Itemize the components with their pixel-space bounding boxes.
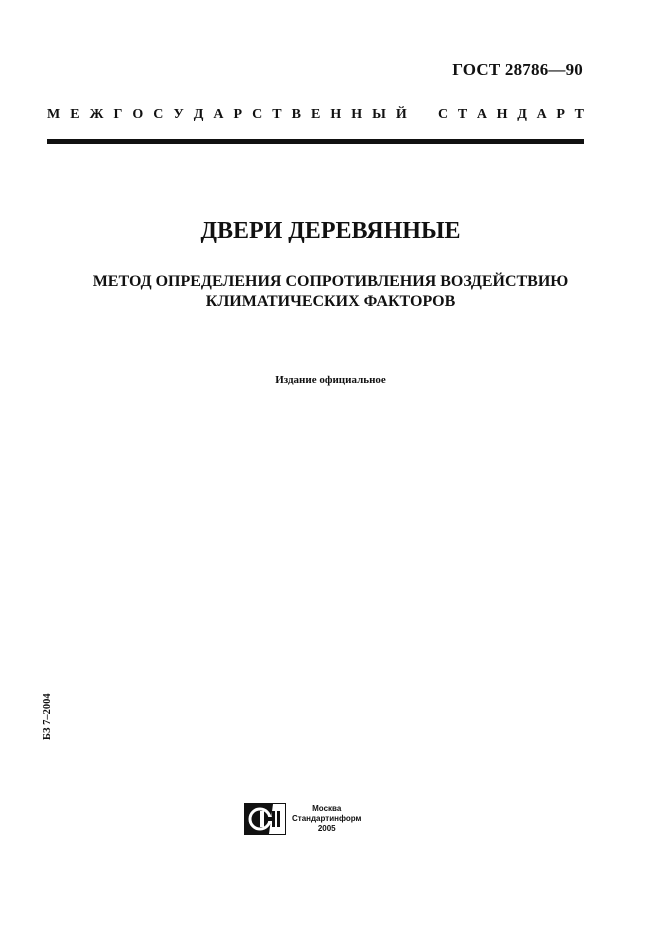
standard-type-word-1 — [47, 107, 407, 123]
standard-type-heading — [47, 107, 584, 123]
letter: А — [213, 107, 224, 122]
letter: Н — [496, 107, 508, 122]
letter: Е — [70, 107, 80, 122]
letter: А — [476, 107, 487, 122]
letter: А — [536, 107, 547, 122]
document-subtitle — [0, 272, 661, 312]
letter: Н — [330, 107, 342, 122]
publisher-year: 2005 — [317, 824, 336, 833]
side-code: БЗ 7–2004 — [42, 693, 53, 740]
publisher-name: Стандартинформ — [292, 814, 362, 823]
letter: С — [153, 107, 164, 122]
letter: Й — [395, 107, 407, 122]
letter: У — [173, 107, 184, 122]
letter: Д — [193, 107, 204, 122]
letter: Р — [556, 107, 565, 122]
letter: С — [252, 107, 263, 122]
letter: Р — [233, 107, 243, 122]
letter: М — [47, 107, 61, 122]
subtitle-line: МЕТОД ОПРЕДЕЛЕНИЯ СОПРОТИВЛЕНИЯ ВОЗДЕЙСТВИЮ — [92, 273, 569, 290]
letter: Т — [457, 107, 468, 122]
standard-type-word-2 — [438, 107, 584, 123]
letter: Т — [574, 107, 584, 122]
letter: Е — [310, 107, 321, 122]
letter: Н — [351, 107, 363, 122]
letter: Ы — [372, 107, 386, 122]
document-number: ГОСТ 28786—90 — [452, 60, 583, 79]
subtitle-line: КЛИМАТИЧЕСКИХ ФАКТОРОВ — [205, 293, 456, 310]
publisher-text — [292, 804, 361, 834]
publisher-block — [244, 803, 361, 835]
letter: С — [438, 107, 449, 122]
letter: Г — [113, 107, 123, 122]
letter: Ж — [89, 107, 104, 122]
letter: В — [291, 107, 301, 122]
letter: О — [132, 107, 144, 122]
publisher-city: Москва — [312, 804, 342, 813]
header-divider — [47, 139, 584, 144]
edition-label: Издание официальное — [275, 374, 386, 386]
letter: Д — [517, 107, 527, 122]
letter: Т — [272, 107, 282, 122]
document-title: ДВЕРИ ДЕРЕВЯННЫЕ — [200, 218, 461, 244]
standartinform-logo-icon — [244, 803, 286, 835]
